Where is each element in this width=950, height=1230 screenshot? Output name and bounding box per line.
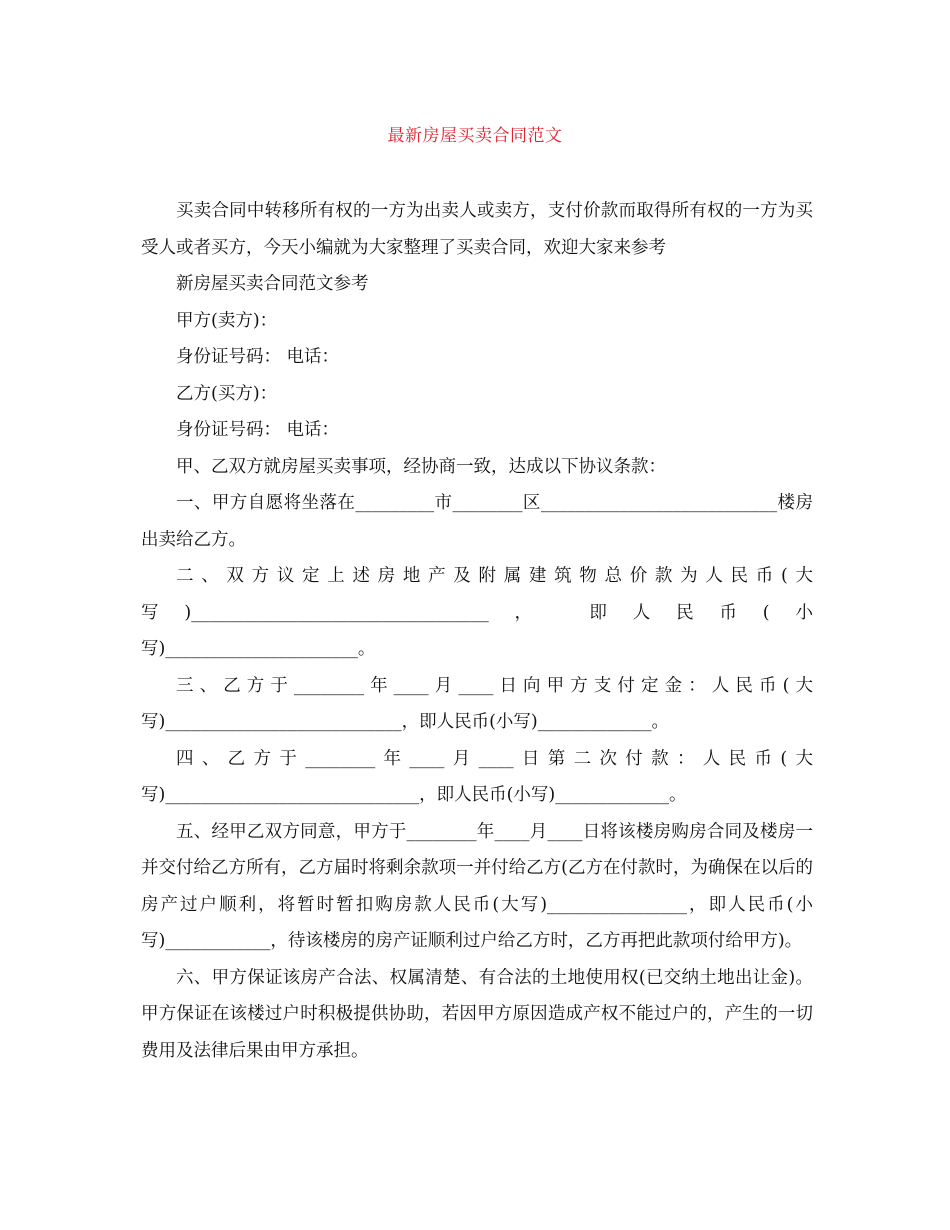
document-body	[141, 193, 813, 1069]
party-a-id-phone: 身份证号码： 电话：	[176, 347, 340, 367]
section-heading: 新房屋买卖合同范文参考	[176, 274, 369, 294]
clause-3: 三、乙方于________年____月____日向甲方支付定金：人民币(大写)___________________________，即人民币(小写)_____________。	[141, 675, 813, 732]
party-b-id-phone: 身份证号码： 电话：	[176, 420, 340, 440]
agreement-preamble: 甲、乙双方就房屋买卖事项，经协商一致，达成以下协议条款：	[176, 456, 666, 477]
clause-5: 五、经甲乙双方同意，甲方于________年____月____日将该楼房购房合同及楼房一并交付给乙方所有，乙方届时将剩余款项一并付给乙方(乙方在付款时，为确保在以后的房产过户顺利，将暂时暂扣购房款人民币(大写)________________，即人民币(小写)____________，待该楼房的房产证顺利过户给乙方时，乙方再把此款项付给甲方)。	[141, 821, 813, 951]
document-title: 最新房屋买卖合同范文	[387, 126, 563, 146]
intro-paragraph: 买卖合同中转移所有权的一方为出卖人或卖方，支付价款而取得所有权的一方为买受人或者买方，今天小编就为大家整理了买卖合同，欢迎大家来参考	[141, 201, 813, 258]
clause-2: 二、双方议定上述房地产及附属建筑物总价款为人民币(大写)__________________________________， 即人民币(小写)______________________。	[141, 566, 813, 659]
clause-4: 四、乙方于________年____月____日第二次付款：人民币(大写)_____________________________，即人民币(小写)_____________。	[141, 748, 813, 805]
clause-6: 六、甲方保证该房产合法、权属清楚、有合法的土地使用权(已交纳土地出让金)。甲方保证在该楼过户时积极提供协助，若因甲方原因造成产权不能过户的，产生的一切费用及法律后果由甲方承担。	[141, 967, 813, 1061]
clause-1: 一、甲方自愿将坐落在_________市________区___________________________楼房出卖给乙方。	[141, 493, 813, 550]
party-a-line: 甲方(卖方)：	[176, 310, 278, 331]
party-b-line: 乙方(买方)：	[176, 383, 278, 404]
